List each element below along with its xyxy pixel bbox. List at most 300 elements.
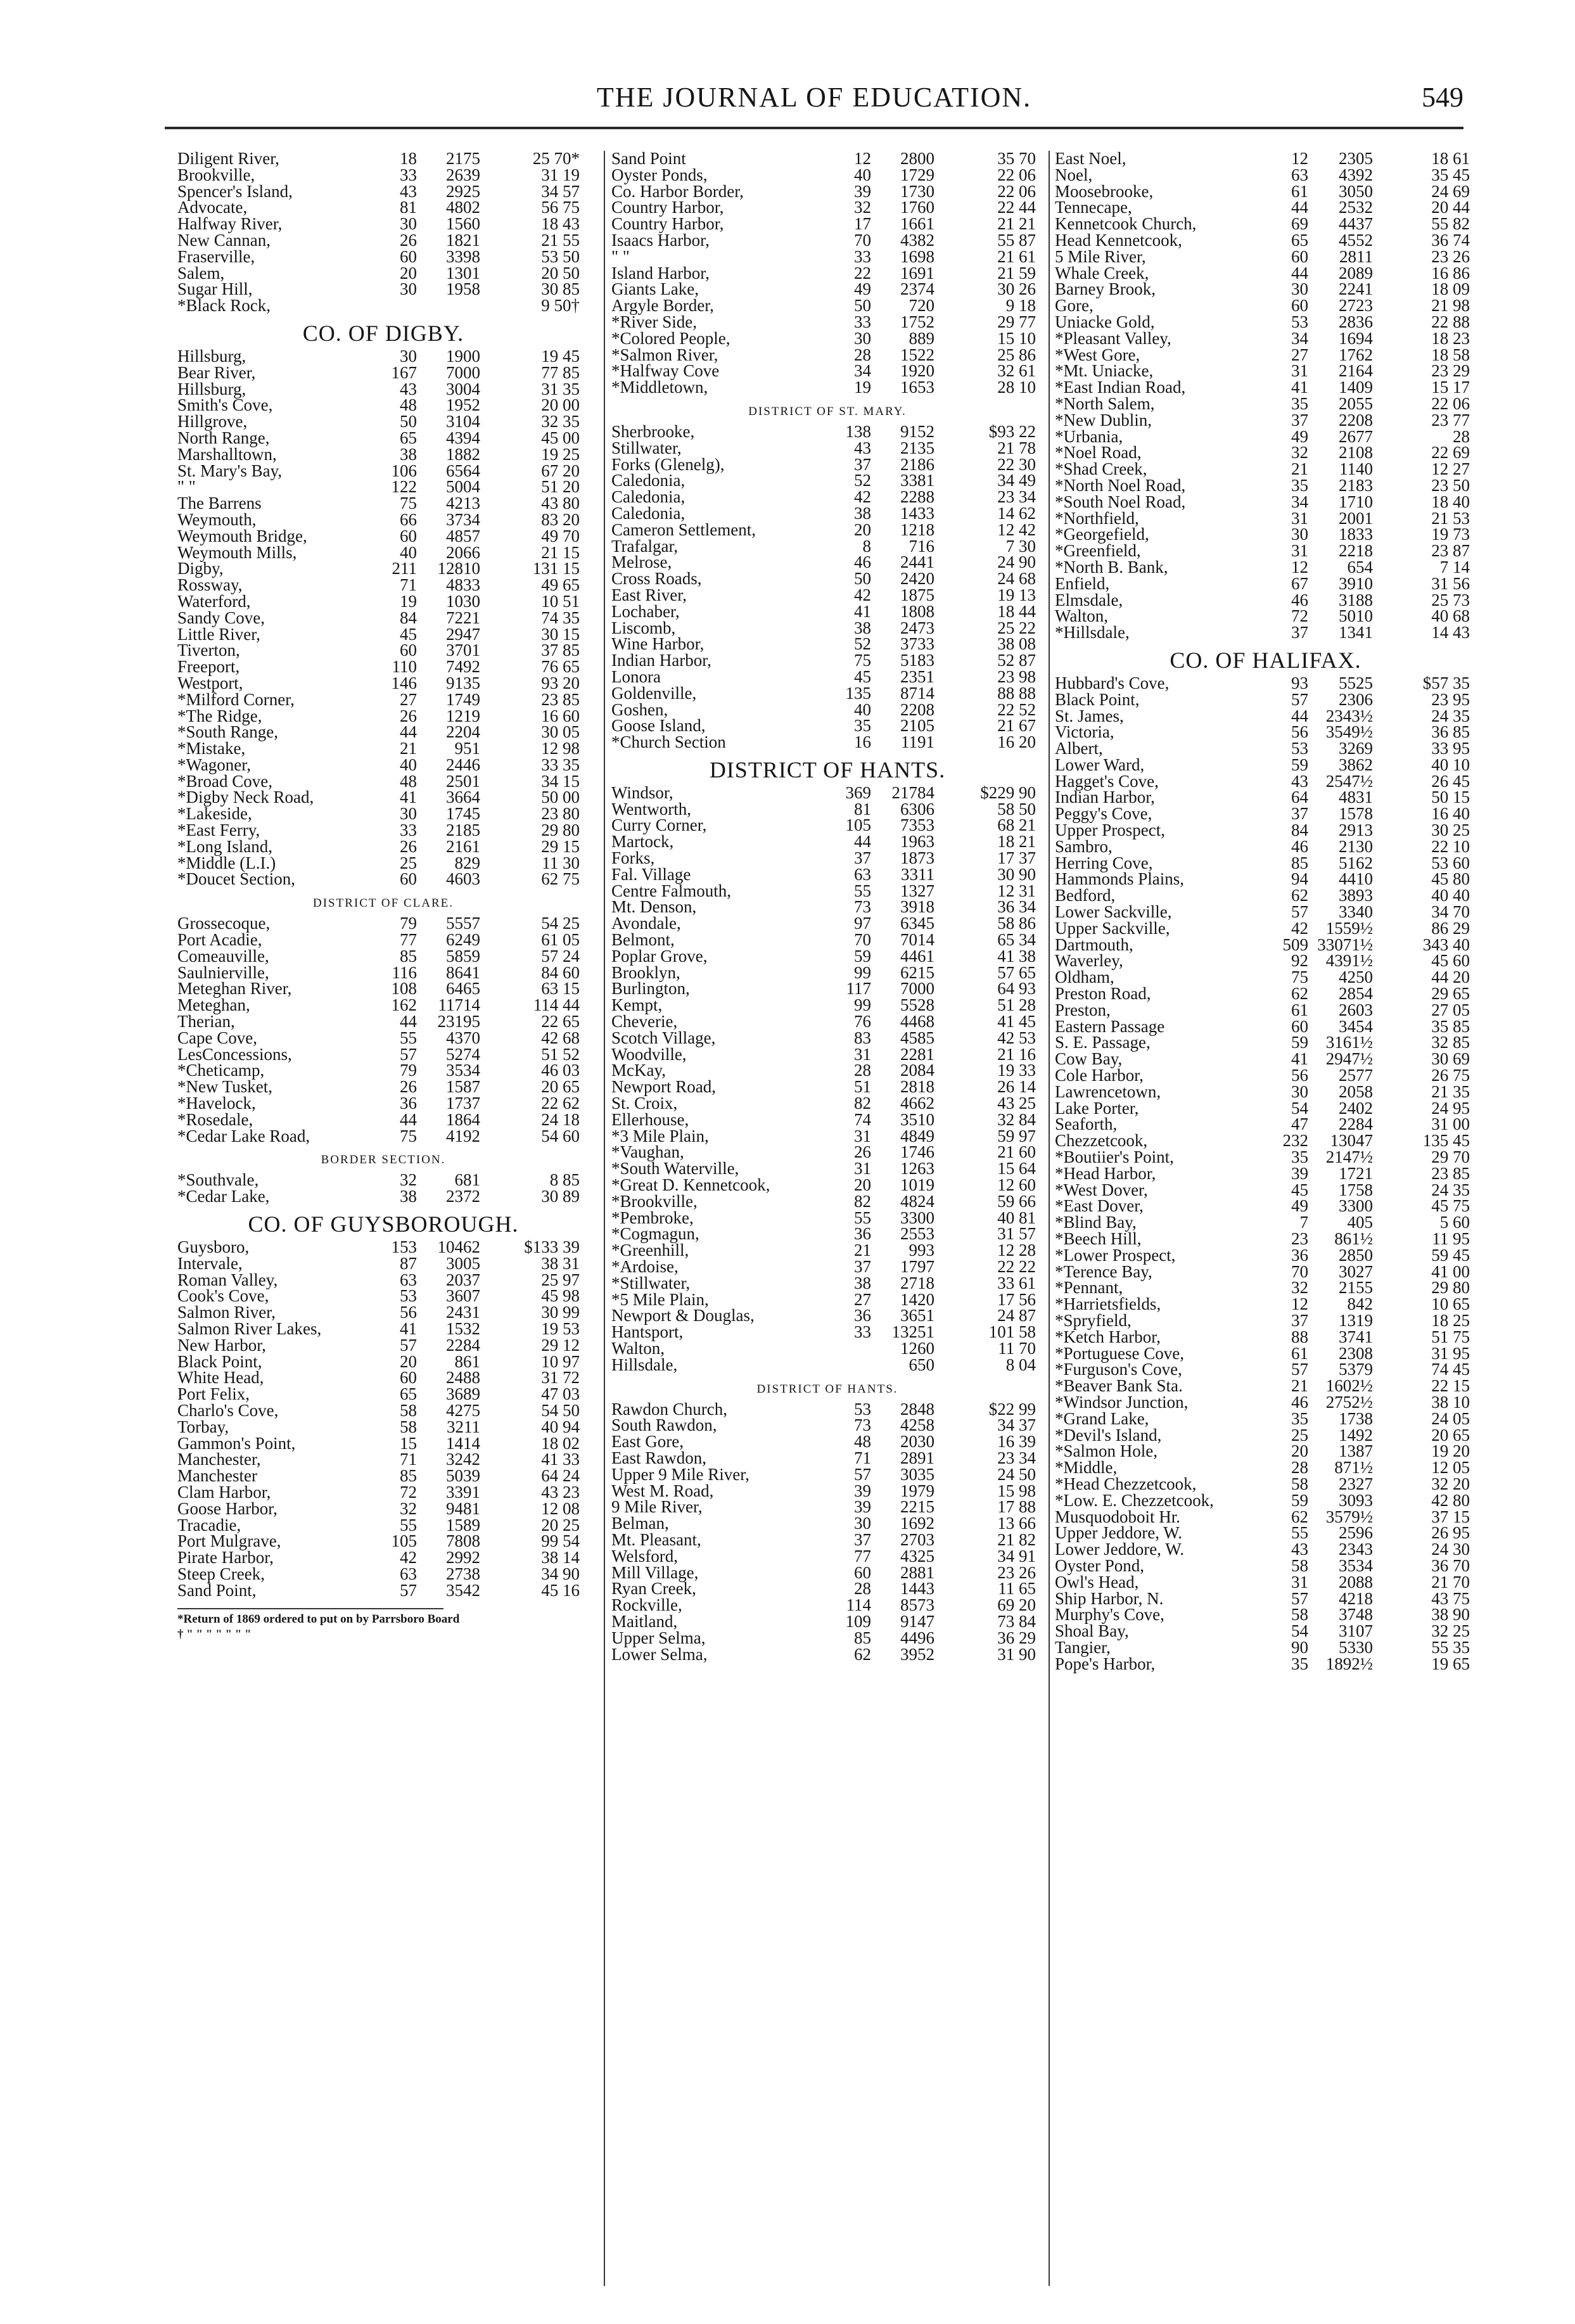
days-attendance: 3311 (901, 864, 934, 884)
pupils-count: 37 (1291, 410, 1308, 430)
days-attendance: 2105 (900, 716, 934, 736)
pupils-count: 43 (854, 438, 871, 457)
pupils-count: 108 (391, 979, 417, 999)
pupils-count: 81 (854, 799, 871, 819)
grant-amount: 24 05 (1431, 1408, 1470, 1428)
place-name: Sand Point (611, 151, 686, 168)
days-attendance: 2603 (1339, 1000, 1373, 1019)
place-name: Meteghan, (177, 995, 250, 1015)
table-row (1055, 328, 1476, 348)
pupils-count: 83 (854, 1028, 871, 1047)
pupils-count: 20 (854, 520, 871, 539)
place-name: Ship Harbor, N. (1055, 1588, 1164, 1608)
pupils-count: 32 (1291, 1278, 1308, 1298)
pupils-count: 53 (1291, 312, 1308, 331)
days-attendance: 3381 (900, 471, 934, 490)
grant-amount: 16 86 (1431, 263, 1470, 283)
pupils-count: 35 (1291, 1654, 1308, 1673)
days-attendance: 1882 (446, 444, 480, 464)
grant-amount: 21 35 (1431, 1082, 1470, 1101)
place-name: *Cedar Lake, (177, 1187, 270, 1206)
table-row (611, 1191, 1043, 1211)
table-row (1055, 1310, 1476, 1330)
place-name: *North B. Bank, (1055, 557, 1168, 577)
grant-amount: 31 35 (541, 379, 580, 399)
place-name: *New Tusket, (177, 1077, 273, 1097)
place-name: Cross Roads, (611, 569, 702, 589)
pupils-count: 44 (400, 1109, 417, 1129)
pupils-count: 79 (400, 1061, 417, 1080)
place-name: Black Point, (177, 1351, 262, 1371)
pupils-count: 33 (854, 1322, 871, 1342)
place-name: *South Waterville, (611, 1159, 739, 1178)
days-attendance: 2204 (446, 722, 480, 742)
days-attendance: 2854 (1339, 984, 1373, 1004)
days-attendance: 2284 (446, 1335, 480, 1355)
days-attendance: 3952 (900, 1644, 934, 1664)
pupils-count: 51 (854, 1077, 871, 1097)
days-attendance: 2037 (446, 1270, 480, 1289)
grant-amount: 24 50 (997, 1464, 1036, 1484)
pupils-count: 44 (400, 1012, 417, 1031)
grant-amount: 30 89 (541, 1187, 580, 1206)
table-row (1055, 986, 1476, 1002)
place-name: Black Point, (1055, 689, 1140, 709)
pupils-count: 55 (1291, 1523, 1308, 1543)
grant-amount: 18 21 (997, 832, 1036, 852)
pupils-count: 36 (854, 1224, 871, 1244)
pupils-count: 35 (1291, 1408, 1308, 1428)
pupils-count: 36 (1291, 1245, 1308, 1265)
place-name: *Brookville, (611, 1191, 698, 1211)
days-attendance: 3664 (446, 788, 480, 807)
place-name: Argyle Border, (611, 296, 714, 316)
table-row (1055, 1574, 1476, 1591)
table-row (611, 850, 1043, 867)
table-row (611, 932, 1043, 948)
days-attendance: 4849 (900, 1126, 934, 1146)
grant-amount: 26 14 (997, 1077, 1036, 1097)
table-row (611, 328, 1043, 348)
days-attendance: 7221 (446, 608, 480, 627)
place-name: *Shad Creek, (1055, 459, 1147, 479)
pupils-count: 27 (1291, 345, 1308, 364)
days-attendance: 2208 (1339, 410, 1373, 430)
days-attendance: 1578 (1339, 804, 1373, 824)
place-name: *Vaughan, (611, 1142, 684, 1162)
grant-amount: 31 56 (1431, 573, 1470, 593)
days-attendance: 21784 (891, 782, 934, 802)
place-name: *Greenfield, (1055, 541, 1141, 561)
place-name: *South Noel Road, (1055, 492, 1186, 511)
days-attendance: 4662 (900, 1094, 934, 1113)
pupils-count: 31 (854, 1126, 871, 1146)
place-name: *Terence Bay, (1055, 1261, 1152, 1281)
place-name: Albert, (1055, 739, 1103, 758)
grant-amount: 26 75 (1431, 1066, 1470, 1085)
days-attendance: 1319 (1339, 1310, 1373, 1330)
pupils-count: 54 (1291, 1621, 1308, 1641)
place-name: Brooklyn, (611, 962, 680, 982)
days-attendance: 3741 (1339, 1327, 1373, 1346)
pupils-count: 77 (854, 1546, 871, 1566)
grant-amount: 49 65 (541, 575, 580, 595)
grant-amount: 21 59 (997, 263, 1036, 283)
grant-amount: 131 15 (532, 559, 580, 578)
grant-amount: 86 29 (1431, 918, 1470, 938)
pupils-count: 30 (400, 346, 417, 366)
table-row (1055, 1231, 1476, 1248)
grant-amount: 23 34 (997, 487, 1036, 507)
pupils-count: 34 (1291, 328, 1308, 348)
grant-amount: 21 78 (997, 438, 1036, 457)
place-name: *Black Rock, (177, 296, 271, 316)
place-name: *Portuguese Cove, (1055, 1343, 1184, 1363)
grant-amount: 25 86 (997, 345, 1036, 364)
days-attendance: 1602½ (1325, 1376, 1373, 1396)
pupils-count: 58 (400, 1400, 417, 1420)
table-row (1055, 230, 1476, 250)
grant-amount: 22 22 (997, 1257, 1036, 1276)
pupils-count: 42 (1291, 918, 1308, 938)
grant-amount: 31 00 (1431, 1114, 1470, 1134)
pupils-count: 15 (400, 1433, 417, 1453)
grant-amount: 45 75 (1431, 1196, 1470, 1216)
days-attendance: 2305 (1339, 151, 1373, 168)
grant-amount: 7 30 (1005, 536, 1036, 556)
place-name: Hillgrove, (177, 412, 248, 431)
grant-amount: 10 65 (1431, 1294, 1470, 1314)
days-attendance: 2001 (1339, 508, 1373, 528)
place-name: Wine Harbor, (611, 634, 705, 654)
pupils-count: 59 (1291, 1490, 1308, 1510)
place-name: Burlington, (611, 979, 690, 999)
place-name: *Halfway Cove (611, 361, 720, 381)
table-row (177, 348, 589, 365)
table-row (611, 817, 1043, 834)
days-attendance: 3862 (1339, 755, 1373, 774)
days-attendance: 2913 (1339, 820, 1373, 840)
grant-amount: 29 70 (1431, 1147, 1470, 1167)
pupils-count: 31 (1291, 1572, 1308, 1592)
table-row (177, 1400, 589, 1420)
grant-amount: 30 90 (997, 864, 1036, 884)
days-attendance: 2718 (900, 1273, 934, 1293)
pupils-count: 74 (854, 1109, 871, 1129)
grant-amount: 58 50 (997, 799, 1036, 819)
pupils-count: 73 (854, 897, 871, 917)
grant-amount: 34 37 (997, 1415, 1036, 1435)
place-name: Upper Sackville, (1055, 918, 1170, 938)
grant-amount: 12 60 (997, 1175, 1036, 1195)
days-attendance: 2135 (900, 438, 934, 457)
place-name: Lake Porter, (1055, 1098, 1139, 1118)
days-attendance: 3651 (900, 1306, 934, 1325)
pupils-count: 56 (1291, 722, 1308, 742)
days-attendance: 1808 (900, 601, 934, 621)
place-name: Indian Harbor, (1055, 788, 1155, 807)
days-attendance: 4496 (900, 1628, 934, 1647)
days-attendance: 7808 (446, 1531, 480, 1551)
place-name: *Cedar Lake Road, (177, 1126, 310, 1146)
days-attendance: 2925 (446, 181, 480, 201)
grant-amount: 23 85 (541, 689, 580, 709)
days-attendance: 2639 (446, 165, 480, 184)
place-name: Murphy's Cove, (1055, 1605, 1164, 1625)
days-attendance: 2848 (900, 1399, 934, 1419)
days-attendance: 5274 (446, 1044, 480, 1064)
grant-amount: 22 06 (1431, 393, 1470, 413)
pupils-count: 12 (854, 151, 871, 168)
place-name: Torbay, (177, 1417, 229, 1436)
days-attendance: 3733 (900, 634, 934, 654)
pupils-count: 153 (391, 1237, 417, 1257)
days-attendance: 1191 (901, 732, 934, 752)
table-row (177, 167, 589, 184)
days-attendance: 1752 (900, 312, 934, 331)
grant-amount: 77 85 (541, 362, 580, 382)
pupils-count: 32 (400, 1498, 417, 1518)
days-attendance: 2089 (1339, 263, 1373, 283)
grant-amount: 20 65 (541, 1077, 580, 1097)
place-name: Sherbrooke, (611, 421, 695, 441)
pupils-count: 75 (1291, 967, 1308, 987)
days-attendance: 3004 (446, 379, 480, 399)
days-attendance: 1019 (900, 1175, 934, 1195)
place-name: *Blind Bay, (1055, 1213, 1137, 1232)
days-attendance: 2553 (900, 1224, 934, 1244)
days-attendance: 4394 (446, 428, 480, 447)
place-name: *Broad Cove, (177, 771, 272, 791)
grant-amount: 63 15 (541, 979, 580, 999)
days-attendance: 3005 (446, 1253, 480, 1273)
grant-amount: 18 44 (997, 601, 1036, 621)
pupils-count: 47 (1291, 1114, 1308, 1134)
table-row (611, 314, 1043, 331)
days-attendance: 3269 (1339, 739, 1373, 758)
pupils-count: 211 (392, 559, 417, 578)
place-name: *Digby Neck Road, (177, 788, 314, 807)
days-attendance: 1963 (900, 832, 934, 852)
grant-amount: 83 20 (541, 509, 580, 529)
grant-amount: 26 45 (1431, 771, 1470, 791)
place-name: West M. Road, (611, 1481, 714, 1500)
place-name: Tangier, (1055, 1637, 1111, 1657)
grant-amount: 30 25 (1431, 820, 1470, 840)
district-heading: DISTRICT OF CLARE. (313, 897, 454, 910)
table-row (177, 675, 589, 692)
days-attendance: 829 (454, 853, 480, 872)
grant-amount: 10 51 (541, 591, 580, 611)
pupils-count: 67 (1291, 573, 1308, 593)
table-row (1055, 314, 1476, 331)
grant-amount: 49 70 (541, 526, 580, 546)
days-attendance: 4831 (1339, 788, 1373, 807)
grant-amount: 30 69 (1431, 1049, 1470, 1069)
grant-amount: 35 45 (1431, 165, 1470, 184)
days-attendance: 1559½ (1325, 918, 1373, 938)
place-name: Forks, (611, 848, 655, 868)
place-name: *North Salem, (1055, 393, 1155, 413)
days-attendance: 650 (909, 1355, 934, 1374)
place-name: *Ketch Harbor, (1055, 1327, 1161, 1346)
place-name: Scotch Village, (611, 1028, 716, 1047)
days-attendance: 3188 (1339, 590, 1373, 610)
grant-amount: 23 34 (997, 1448, 1036, 1467)
grant-amount: 16 39 (997, 1432, 1036, 1452)
place-name: *Spryfield, (1055, 1310, 1132, 1330)
place-name: Walton, (1055, 606, 1109, 626)
place-name: Island Harbor, (611, 263, 710, 283)
place-name: Eastern Passage (1055, 1016, 1165, 1036)
grant-amount: 45 80 (1431, 869, 1470, 889)
days-attendance: 1691 (900, 263, 934, 283)
place-name: *Havelock, (177, 1094, 256, 1113)
days-attendance: 7000 (900, 979, 934, 999)
place-name: The Barrens (177, 494, 262, 513)
grant-amount: 36 85 (1431, 722, 1470, 742)
grant-amount: 19 13 (997, 585, 1036, 604)
pupils-count: 37 (1291, 804, 1308, 824)
pupils-count: 70 (854, 930, 871, 950)
place-name: Salem, (177, 263, 225, 283)
place-name: Indian Harbor, (611, 651, 711, 670)
pupils-count: 57 (400, 1044, 417, 1064)
place-name: Upper Selma, (611, 1628, 706, 1647)
pupils-count: 36 (400, 1094, 417, 1113)
days-attendance: 1698 (900, 246, 934, 266)
pupils-count: 62 (1291, 1507, 1308, 1526)
grant-amount: 15 64 (997, 1159, 1036, 1178)
days-attendance: 2836 (1339, 312, 1373, 331)
pupils-count: 41 (400, 788, 417, 807)
place-name: Caledonia, (611, 487, 685, 507)
district-heading: DISTRICT OF ST. MARY. (748, 404, 907, 418)
grant-amount: 31 19 (541, 165, 580, 184)
place-name: *Furguson's Cove, (1055, 1360, 1182, 1379)
pupils-count: 82 (854, 1191, 871, 1211)
grant-amount: 31 95 (1431, 1343, 1470, 1363)
days-attendance: 1433 (900, 503, 934, 523)
days-attendance: 1653 (900, 378, 934, 397)
place-name: *Boutiier's Point, (1055, 1147, 1174, 1167)
pupils-count: 40 (400, 542, 417, 562)
days-attendance: 5004 (446, 477, 480, 497)
pupils-count: 76 (854, 1012, 871, 1031)
days-attendance: 1958 (446, 279, 480, 299)
place-name: Fal. Village (611, 864, 691, 884)
days-attendance: 5528 (900, 995, 934, 1015)
grant-amount: 23 29 (1431, 361, 1470, 381)
table-row (177, 1253, 589, 1273)
grant-amount: 16 20 (997, 732, 1036, 752)
place-name: *Lower Prospect, (1055, 1245, 1176, 1265)
pupils-count: 21 (1291, 1376, 1308, 1396)
place-name: *Salmon Hole, (1055, 1441, 1157, 1461)
days-attendance: 1833 (1339, 525, 1373, 544)
pupils-count: 30 (854, 328, 871, 348)
grant-amount: 17 37 (997, 848, 1036, 868)
grant-amount: 23 85 (1431, 1163, 1470, 1183)
place-name: Waterford, (177, 591, 251, 611)
grant-amount: 18 09 (1431, 279, 1470, 299)
place-name: Windsor, (611, 782, 673, 802)
pupils-count: 20 (400, 1351, 417, 1371)
place-name: Belmont, (611, 930, 675, 950)
pupils-count: 62 (854, 1644, 871, 1664)
pupils-count: 38 (854, 618, 871, 637)
place-name: *5 Mile Plain, (611, 1289, 709, 1309)
grant-amount: 35 70 (997, 151, 1036, 168)
table-row (611, 1611, 1043, 1631)
grant-amount: 28 10 (997, 378, 1036, 397)
days-attendance: 12810 (437, 559, 480, 578)
grant-amount: 84 60 (541, 962, 580, 982)
grant-amount: 24 18 (541, 1109, 580, 1129)
pupils-count: 81 (400, 198, 417, 217)
pupils-count: 43 (400, 181, 417, 201)
place-name: *Doucet Section, (177, 869, 295, 889)
pupils-count: 60 (400, 869, 417, 889)
pupils-count: 37 (1291, 623, 1308, 642)
table-row (1055, 1149, 1476, 1166)
pupils-count: 12 (1291, 1294, 1308, 1314)
table-row (177, 822, 589, 839)
days-attendance: 2992 (446, 1548, 480, 1567)
grant-amount: 21 82 (997, 1529, 1036, 1549)
grant-amount: 8 85 (549, 1170, 580, 1190)
table-row (1055, 475, 1476, 495)
grant-amount: 9 50† (541, 296, 580, 316)
grant-amount: 61 05 (541, 930, 580, 950)
place-name: Mt. Denson, (611, 897, 697, 917)
place-name: New Cannan, (177, 230, 271, 250)
table-row (1055, 559, 1476, 576)
pupils-count: 21 (400, 739, 417, 758)
days-attendance: 4392 (1339, 165, 1373, 184)
pupils-count: 19 (400, 591, 417, 611)
days-attendance: 3211 (447, 1417, 480, 1436)
table-column-2 (611, 151, 1043, 2292)
grant-amount: 74 35 (541, 608, 580, 627)
grant-amount: 15 10 (997, 328, 1036, 348)
pupils-count: 26 (400, 836, 417, 856)
place-name: Salmon River, (177, 1303, 276, 1322)
grant-amount: 24 35 (1431, 706, 1470, 725)
pupils-count: 52 (854, 471, 871, 490)
pupils-count: 369 (845, 782, 871, 802)
grant-amount: 36 74 (1431, 230, 1470, 250)
days-attendance: 1263 (900, 1159, 934, 1178)
place-name: Port Acadie, (177, 930, 262, 950)
pupils-count: 35 (1291, 393, 1308, 413)
pupils-count: 16 (854, 732, 871, 752)
pupils-count: 85 (400, 946, 417, 966)
days-attendance: 3542 (446, 1580, 480, 1600)
pupils-count: 20 (854, 1175, 871, 1195)
days-attendance: 4325 (900, 1546, 934, 1566)
pupils-count: 22 (854, 263, 871, 283)
grant-amount: $133 39 (524, 1237, 580, 1257)
place-name: Lochaber, (611, 601, 680, 621)
grant-amount: 43 80 (541, 494, 580, 513)
pupils-count: 57 (1291, 1360, 1308, 1379)
table-row (1055, 1002, 1476, 1019)
grant-amount: 12 08 (541, 1498, 580, 1518)
grant-amount: 67 20 (541, 461, 580, 480)
pupils-count: 37 (1291, 1310, 1308, 1330)
table-row (611, 1044, 1043, 1064)
